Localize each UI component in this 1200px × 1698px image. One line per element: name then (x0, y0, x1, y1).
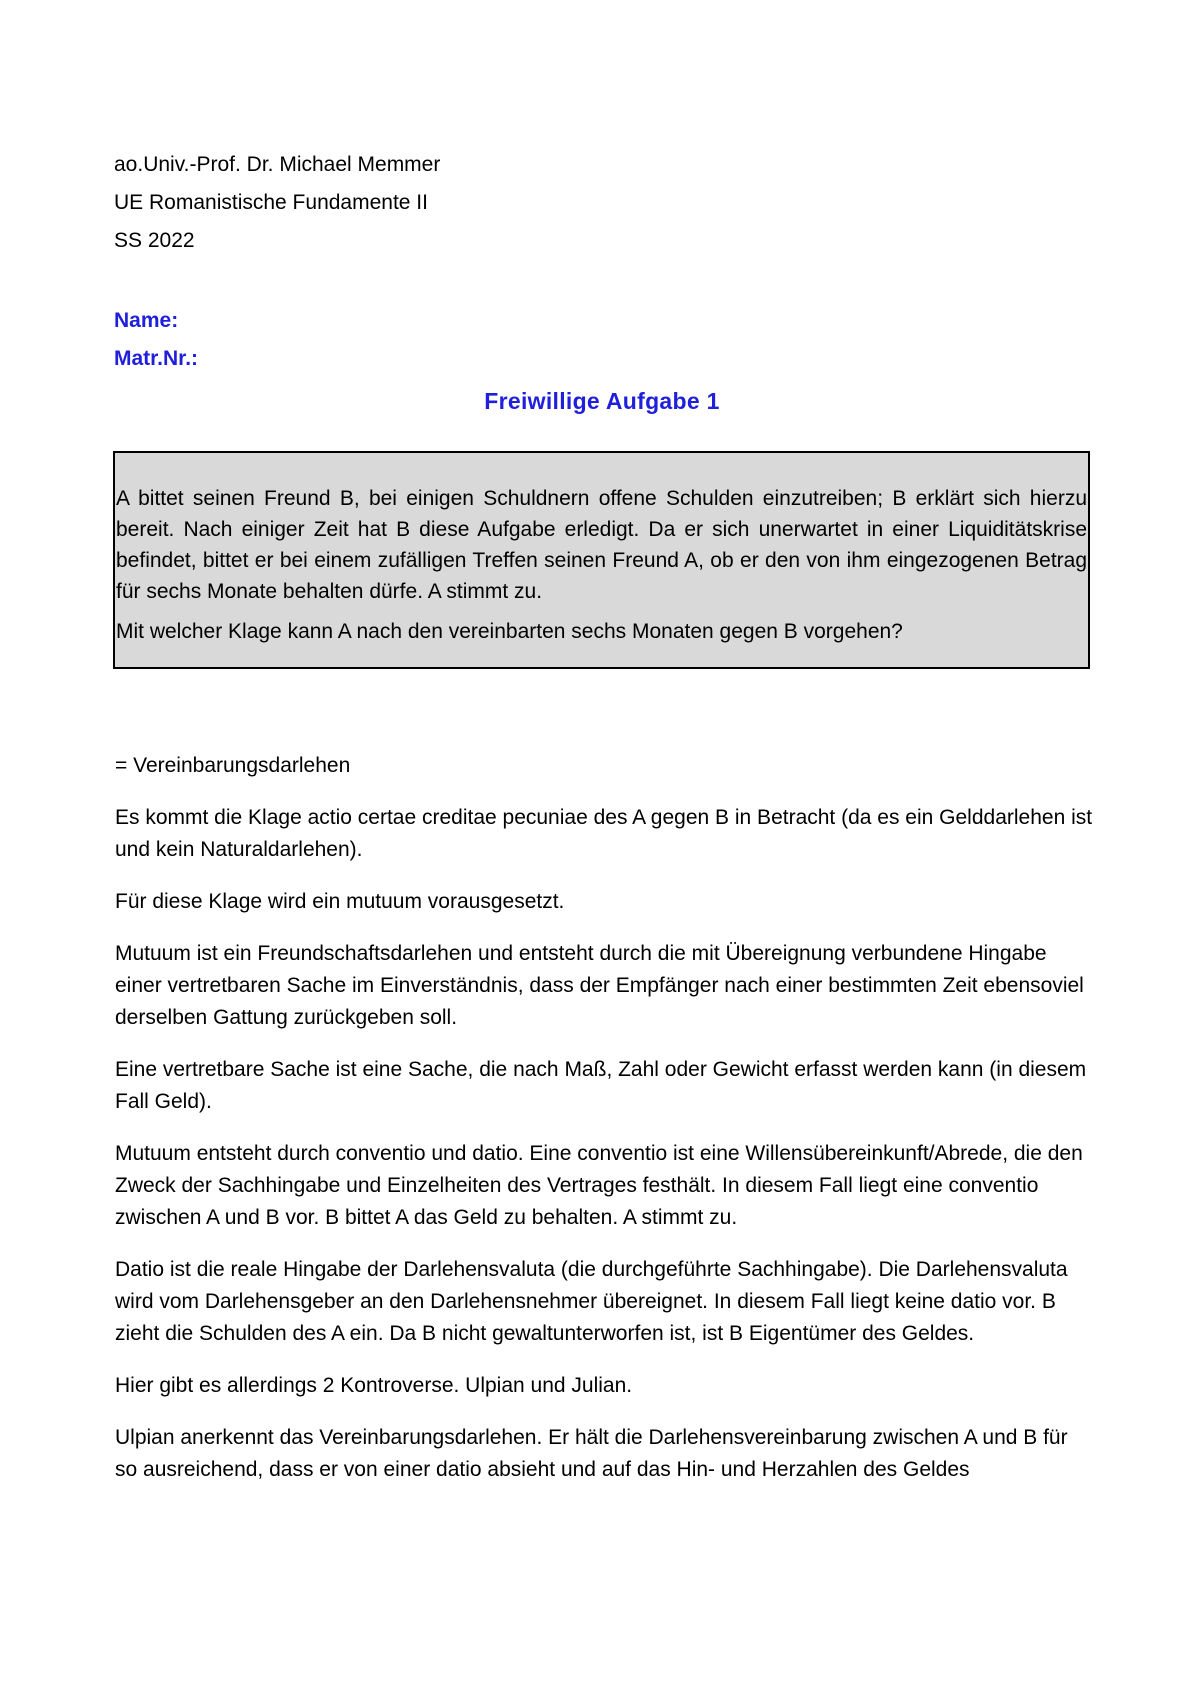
answer-paragraph: Hier gibt es allerdings 2 Kontroverse. Ulpian und Julian. (115, 1374, 633, 1397)
answer-paragraph: Ulpian anerkennt das Vereinbarungsdarlehen. Er hält die Darlehensvereinbarung zwischen A und B für so ausreichend, dass er von einer datio absieht und auf das Hin- und Herzahlen des Geldes (115, 1426, 1068, 1481)
answer-paragraph: = Vereinbarungsdarlehen (115, 754, 351, 777)
answer-paragraph: Mutuum entsteht durch conventio und datio. Eine conventio ist eine Willensübereinkunft/Abrede, die den Zweck der Sachhingabe und Einzelheiten des Vertrages festhält. In diesem Fall liegt eine conventio zwischen A und B vor. B bittet A das Geld zu behalten. A stimmt zu. (115, 1142, 1083, 1229)
task-box (113, 451, 1090, 669)
student-fields (114, 302, 1094, 378)
document-header (114, 146, 1094, 260)
course-line: UE Romanistische Fundamente II (114, 191, 428, 214)
matr-label: Matr.Nr.: (114, 347, 199, 370)
semester-line: SS 2022 (114, 229, 195, 252)
answer-paragraph: Es kommt die Klage actio certae creditae pecuniae des A gegen B in Betracht (da es ein Gelddarlehen ist und kein Naturaldarlehen). (115, 806, 1093, 861)
task-text: A bittet seinen Freund B, bei einigen Schuldnern offene Schulden einzutreiben; B erklärt sich hierzu bereit. Nach einiger Zeit hat B diese Aufgabe erledigt. Da er sich unerwartet in einer Liquiditätskrise befindet, bittet er bei einem zufälligen Treffen seinen Freund A, ob er den von ihm eingezogenen Betrag für sechs Monate behalten dürfe. A stimmt zu. (116, 487, 1087, 603)
page-title: Freiwillige Aufgabe 1 (484, 388, 720, 414)
author-line: ao.Univ.-Prof. Dr. Michael Memmer (114, 153, 441, 176)
answer-paragraph: Eine vertretbare Sache ist eine Sache, die nach Maß, Zahl oder Gewicht erfasst werden kann (in diesem Fall Geld). (115, 1058, 1087, 1113)
name-label: Name: (114, 309, 179, 332)
answer-paragraph: Datio ist die reale Hingabe der Darlehensvaluta (die durchgeführte Sachhingabe). Die Darlehensvaluta wird vom Darlehensgeber an den Darlehensnehmer übereignet. In diesem Fall liegt keine datio vor. B zieht die Schulden des A ein. Da B nicht gewaltunterworfen ist, ist B Eigentümer des Geldes. (115, 1258, 1068, 1345)
answer-body (115, 750, 1095, 1506)
answer-paragraph: Mutuum ist ein Freundschaftsdarlehen und entsteht durch die mit Übereignung verbundene Hingabe einer vertretbaren Sache im Einverständnis, dass der Empfänger nach einer bestimmten Zeit ebensoviel derselben Gattung zurückgeben soll. (115, 942, 1084, 1029)
answer-paragraph: Für diese Klage wird ein mutuum vorausgesetzt. (115, 890, 565, 913)
task-question: Mit welcher Klage kann A nach den vereinbarten sechs Monaten gegen B vorgehen? (116, 620, 903, 643)
